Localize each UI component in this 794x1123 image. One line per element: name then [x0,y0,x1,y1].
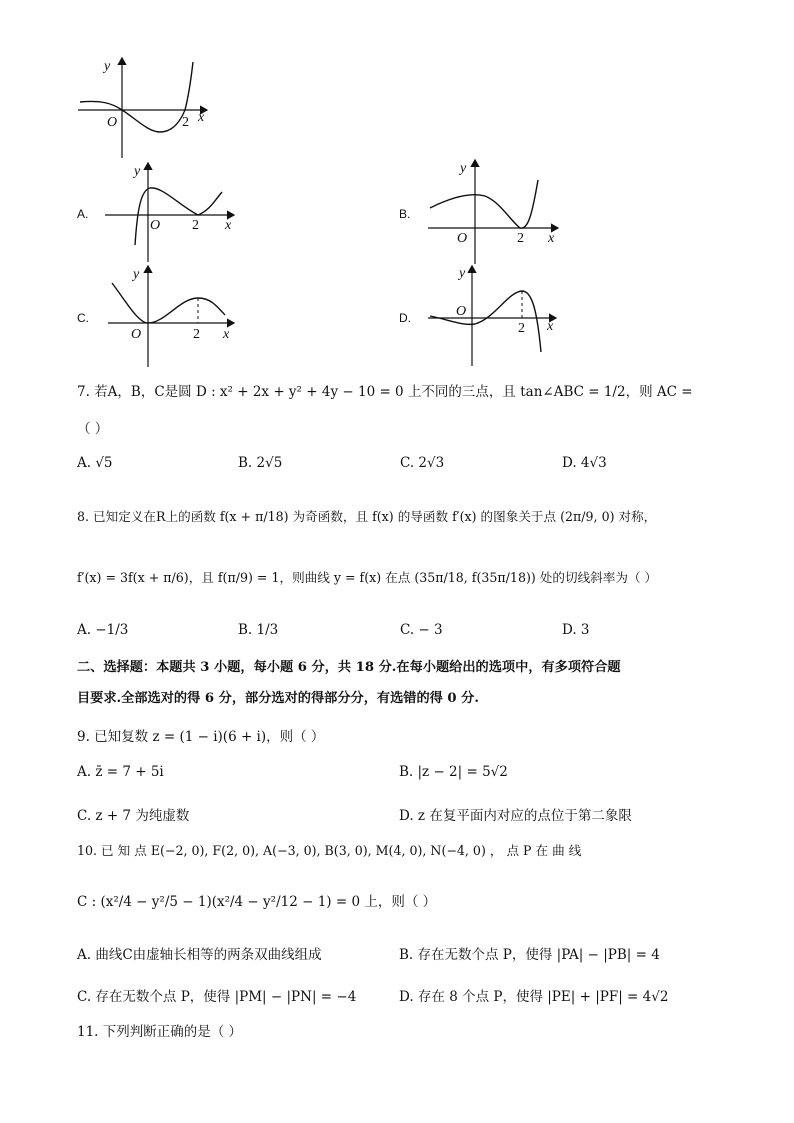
svg-text:O: O [150,218,161,233]
svg-text:2: 2 [517,231,524,246]
option-c-label: C. [77,311,89,325]
question-7-answer-paren: （ ） [77,421,109,437]
svg-text:2: 2 [518,321,525,336]
svg-text:x: x [225,218,232,233]
question-8-stem-line2: f′(x) = 3f(x + π/6)，且 f(π/9) = 1，则曲线 y = f(x) 在点 (35π/18, f(35π/18)) 处的切线斜率为（ ） [77,570,658,585]
svg-text:x: x [548,231,555,246]
svg-text:y: y [134,164,141,179]
question-7-stem: 7. 若A，B，C是圆 D : x² + 2x + y² + 4y − 10 = 0 上不同的三点，且 tan∠ABC = 1/2，则 AC = [77,384,693,400]
svg-text:y: y [133,267,140,282]
svg-text:O: O [456,304,467,319]
option-d-label: D. [399,311,411,325]
svg-text:y: y [459,266,466,281]
question-9-option-c: C. z + 7 为纯虚数 [77,808,190,824]
question-7-option-d: D. 4√3 [562,455,607,471]
question-9-option-b: B. |z − 2| = 5√2 [399,764,508,780]
section-2-heading-line1: 二、选择题：本题共 3 小题，每小题 6 分，共 18 分.在每小题给出的选项中，有多项符合题 [77,660,621,675]
question-8-option-c: C. − 3 [400,622,443,638]
option-a-label: A. [77,207,89,221]
option-c-graph [108,266,234,367]
question-8-option-a: A. −1/3 [77,622,129,638]
question-8-option-d: D. 3 [562,622,590,638]
question-10-option-d: D. 存在 8 个点 P，使得 |PE| + |PF| = 4√2 [399,989,669,1005]
question-10-stem-line2: C : (x²/4 − y²/5 − 1)(x²/4 − y²/12 − 1) = 0 上，则（ ） [77,894,437,910]
question-7-option-a: A. √5 [77,455,113,471]
question-7-option-b: B. 2√5 [238,455,283,471]
svg-text:O: O [107,115,118,130]
question-11-stem: 11. 下列判断正确的是（ ） [77,1024,243,1040]
question-8-stem-line1: 8. 已知定义在R上的函数 f(x + π/18) 为奇函数，且 f(x) 的导函数 f′(x) 的图象关于点 (2π/9, 0) 对称， [77,509,657,524]
graph-figure-set [0,0,794,375]
svg-text:2: 2 [182,115,189,130]
main-graph [78,58,207,158]
question-8-option-b: B. 1/3 [238,622,279,638]
svg-text:y: y [460,161,467,176]
svg-text:2: 2 [193,327,200,342]
svg-text:O: O [457,231,468,246]
svg-text:y: y [104,59,111,74]
svg-text:x: x [223,327,230,342]
option-b-label: B. [399,207,411,221]
option-b-graph [428,160,558,264]
svg-text:2: 2 [192,218,199,233]
question-9-option-d: D. z 在复平面内对应的点位于第二象限 [399,808,632,824]
question-9-stem: 9. 已知复数 z = (1 − i)(6 + i)，则（ ） [77,729,325,745]
option-a-graph [105,163,234,262]
question-10-option-a: A. 曲线C由虚轴长相等的两条双曲线组成 [77,947,322,963]
svg-text:O: O [131,327,142,342]
question-10-stem-line1: 10. 已 知 点 E(−2, 0), F(2, 0), A(−3, 0), B(3, 0), M(4, 0), N(−4, 0) ， 点 P 在 曲 线 [77,843,582,858]
option-d-graph [428,266,556,366]
question-10-option-c: C. 存在无数个点 P，使得 |PM| − |PN| = −4 [77,989,357,1005]
section-2-heading-line2: 目要求.全部选对的得 6 分，部分选对的得部分分，有选错的得 0 分. [77,691,479,706]
question-7-option-c: C. 2√3 [400,455,445,471]
question-10-option-b: B. 存在无数个点 P，使得 |PA| − |PB| = 4 [399,947,660,963]
svg-text:x: x [547,319,554,334]
question-9-option-a: A. z̄ = 7 + 5i [77,764,164,780]
svg-text:x: x [198,110,205,125]
